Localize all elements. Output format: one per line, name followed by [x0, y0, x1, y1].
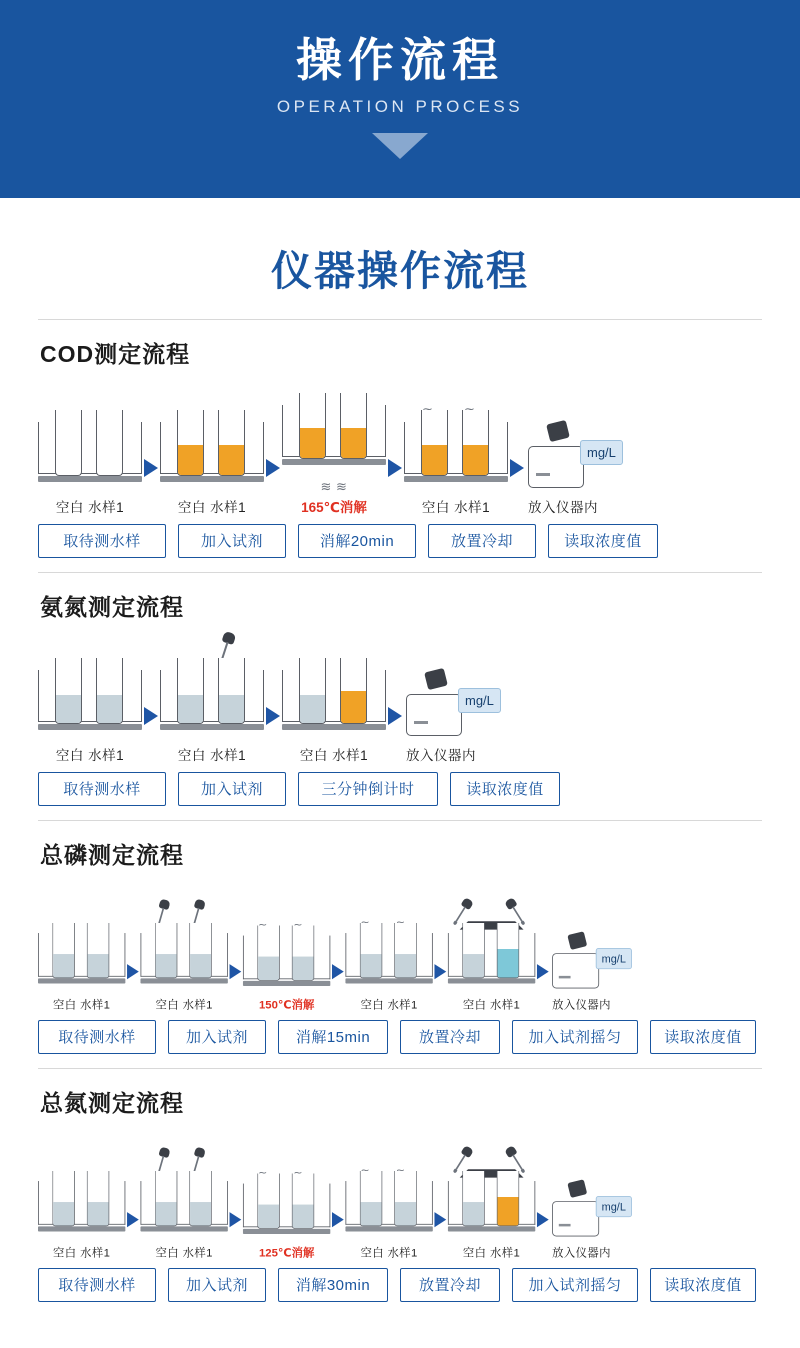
vial-rack-pipette-double: [140, 901, 227, 992]
step-caption: 空白 水样1: [177, 748, 247, 763]
section-total-nitrogen: [38, 1068, 762, 1302]
pipette-icon: [154, 1147, 171, 1174]
chevron-down-icon: [372, 133, 428, 159]
label-step[interactable]: 消解30min: [278, 1268, 388, 1302]
vial-rack-pipette-double: [140, 1149, 227, 1240]
step-tn-3: [243, 1162, 330, 1260]
vial-rack-empty: [38, 396, 142, 492]
label-step[interactable]: 放置冷却: [428, 524, 536, 558]
step-caption: 空白 水样1: [299, 748, 369, 763]
instrument-icon: [526, 396, 616, 492]
vial-rack-sample: [38, 911, 125, 992]
pipette-icon: [189, 1147, 206, 1174]
section-total-phosphorus: [38, 820, 762, 1054]
vial-rack-sample: [38, 644, 142, 740]
pipette-icon: [452, 1145, 474, 1172]
label-step[interactable]: 三分钟倒计时: [298, 772, 438, 806]
step-caption: 空白 水样1: [53, 998, 111, 1012]
step-caption: 空白 水样1: [55, 748, 125, 763]
flow-arrow: [228, 931, 243, 1012]
step-caption: 放入仪器内: [528, 500, 598, 515]
label-step[interactable]: 消解20min: [298, 524, 416, 558]
label-step[interactable]: 取待测水样: [38, 1268, 156, 1302]
label-step[interactable]: 加入试剂: [168, 1020, 266, 1054]
step-tn-2: [140, 1149, 227, 1260]
label-step[interactable]: 加入试剂: [178, 524, 286, 558]
flow-row-total-phosphorus: [38, 901, 646, 1012]
pipette-icon: [504, 897, 526, 924]
vial-rack-digesting: [243, 1162, 330, 1243]
label-step[interactable]: 消解15min: [278, 1020, 388, 1054]
vial-rack-capped: [282, 644, 386, 740]
flow-row-total-nitrogen: [38, 1149, 646, 1260]
step-cod-3: [282, 379, 386, 516]
vial-rack-shake: [448, 1149, 535, 1240]
pipette-icon: [452, 897, 474, 924]
label-step[interactable]: 放置冷却: [400, 1020, 500, 1054]
page-title: 仪器操作流程: [271, 248, 529, 294]
step-note: 165℃消解: [301, 500, 367, 515]
step-tp-1: [38, 911, 125, 1012]
step-tn-4: [345, 1159, 432, 1260]
flow-arrow: [330, 931, 345, 1012]
flow-arrow: [433, 931, 448, 1012]
step-caption: 空白 水样1: [177, 500, 247, 515]
banner-title: 操作流程: [296, 34, 504, 86]
label-row-total-phosphorus: [38, 1020, 762, 1054]
pipette-icon: [189, 899, 206, 926]
banner: [0, 0, 800, 198]
step-ammonia-3: [282, 644, 386, 764]
vial-rack-cooling: [404, 396, 508, 492]
section-title: 总氮测定流程: [40, 1090, 184, 1116]
instrument-icon: [550, 911, 626, 992]
step-cod-4: [404, 396, 508, 516]
step-tn-6: [550, 1159, 626, 1260]
step-ammonia-4: [404, 644, 494, 764]
section-title: COD测定流程: [40, 341, 191, 367]
step-tp-2: [140, 901, 227, 1012]
vial-rack-pipette: [160, 632, 264, 740]
step-cod-2: [160, 396, 264, 516]
flow-arrow: [535, 1179, 550, 1260]
unit-badge: mg/L: [596, 948, 632, 969]
label-step[interactable]: 读取浓度值: [650, 1020, 756, 1054]
step-caption: 放入仪器内: [406, 748, 476, 763]
flow-arrow: [125, 1179, 140, 1260]
step-caption: 放入仪器内: [552, 1246, 611, 1260]
content: [0, 319, 800, 1302]
step-tn-5: [448, 1149, 535, 1260]
flow-arrow: [142, 420, 160, 516]
step-caption: 空白 水样1: [155, 1246, 213, 1260]
vial-rack-cooling: [345, 911, 432, 992]
flow-arrow: [508, 420, 526, 516]
label-step[interactable]: 放置冷却: [400, 1268, 500, 1302]
pipette-icon: [504, 1145, 526, 1172]
label-row-ammonia: [38, 772, 762, 806]
step-caption: 空白 水样1: [421, 500, 491, 515]
label-step[interactable]: 取待测水样: [38, 1020, 156, 1054]
vial-rack-digesting: [243, 914, 330, 995]
step-tp-5: [448, 901, 535, 1012]
label-step[interactable]: 读取浓度值: [650, 1268, 756, 1302]
flow-arrow: [264, 420, 282, 516]
step-caption: 空白 水样1: [462, 998, 521, 1012]
step-note: 125℃消解: [258, 1246, 315, 1260]
label-row-cod: [38, 524, 762, 558]
step-caption: 空白 水样1: [53, 1246, 111, 1260]
step-ammonia-1: [38, 644, 142, 764]
step-caption: 空白 水样1: [155, 998, 213, 1012]
step-tp-4: [345, 911, 432, 1012]
section-ammonia: [38, 572, 762, 806]
unit-badge: mg/L: [580, 440, 623, 465]
step-ammonia-2: [160, 632, 264, 764]
label-step[interactable]: 加入试剂: [168, 1268, 266, 1302]
steam-icon: ≋ ≋: [320, 479, 348, 494]
label-row-total-nitrogen: [38, 1268, 762, 1302]
step-caption: 空白 水样1: [462, 1246, 521, 1260]
step-caption: 空白 水样1: [55, 500, 125, 515]
flow-row-ammonia: [38, 632, 762, 764]
unit-badge: mg/L: [596, 1196, 632, 1217]
instrument-icon: [404, 644, 494, 740]
flow-arrow: [535, 931, 550, 1012]
vial-rack-cooling: [345, 1159, 432, 1240]
flow-arrow: [125, 931, 140, 1012]
step-tp-6: [550, 911, 626, 1012]
label-step[interactable]: 加入试剂摇匀: [512, 1020, 638, 1054]
label-step[interactable]: 加入试剂: [178, 772, 286, 806]
step-caption: 放入仪器内: [552, 998, 611, 1012]
step-note: 150℃消解: [258, 998, 315, 1012]
banner-subtitle: OPERATION PROCESS: [276, 96, 524, 116]
instrument-icon: [550, 1159, 626, 1240]
flow-arrow: [433, 1179, 448, 1260]
unit-badge: mg/L: [458, 688, 501, 713]
step-tp-3: [243, 914, 330, 1012]
flow-arrow: [228, 1179, 243, 1260]
flow-arrow: [330, 1179, 345, 1260]
step-caption: 空白 水样1: [360, 1246, 418, 1260]
label-step[interactable]: 取待测水样: [38, 772, 166, 806]
label-step[interactable]: 读取浓度值: [450, 772, 560, 806]
section-title: 氨氮测定流程: [40, 594, 184, 620]
vial-rack-sample: [38, 1159, 125, 1240]
step-cod-5: [526, 396, 616, 516]
flow-arrow: [386, 420, 404, 516]
step-tn-1: [38, 1159, 125, 1260]
step-caption: 空白 水样1: [360, 998, 418, 1012]
vial-rack-reagent: [160, 396, 264, 492]
section-title: 总磷测定流程: [40, 842, 184, 868]
section-cod: [38, 319, 762, 558]
flow-arrow: [264, 668, 282, 764]
flow-arrow: [142, 668, 160, 764]
flow-arrow: [386, 668, 404, 764]
vial-rack-digesting: [282, 379, 386, 475]
label-step[interactable]: 加入试剂摇匀: [512, 1268, 638, 1302]
label-step[interactable]: 取待测水样: [38, 524, 166, 558]
label-step[interactable]: 读取浓度值: [548, 524, 658, 558]
step-cod-1: [38, 396, 142, 516]
vial-rack-shake: [448, 901, 535, 992]
flow-row-cod: [38, 379, 762, 516]
pipette-icon: [154, 899, 171, 926]
